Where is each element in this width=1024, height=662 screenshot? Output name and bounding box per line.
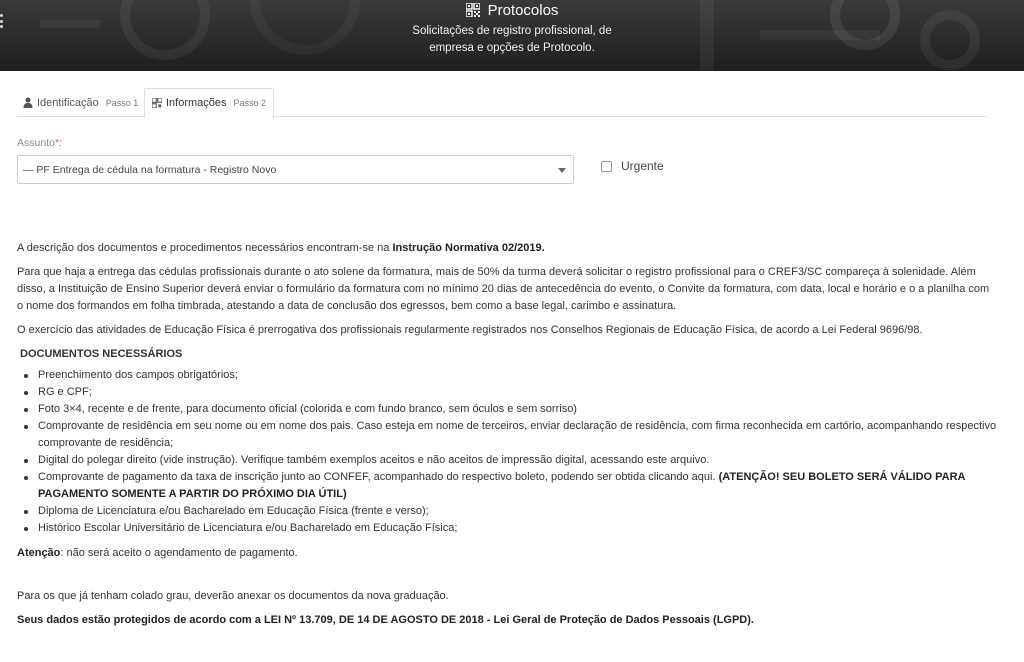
assunto-select[interactable] (17, 155, 574, 184)
spacer (17, 569, 997, 588)
tab-identificacao[interactable] (17, 88, 144, 117)
page-subtitle-line: Solicitações de registro profissional, de (412, 25, 612, 37)
lgpd-text: Seus dados estão protegidos de acordo com a LEI Nº 13.709, DE 14 DE AGOSTO DE 2018 - Lei Geral de Proteção de Dados Pessoais (LGPD). (17, 614, 754, 626)
user-icon (23, 97, 33, 108)
page-title: Protocolos (487, 1, 559, 19)
atencao-paragraph (17, 545, 997, 562)
list-item: Digital do polegar direito (vide instrução). Verifique também exemplos aceitos e não aceitos de impressão digital, acessando este arquivo. (20, 452, 997, 469)
qr-code-icon (152, 98, 162, 108)
intro-text: A descrição dos documentos e procedimentos necessários encontram-se na (17, 242, 393, 254)
atencao-text: : não será aceito o agendamento de pagamento. (60, 547, 298, 559)
list-item: Foto 3×4, recente e de frente, para documento oficial (colorida e com fundo branco, sem óculos e sem sorriso) (20, 401, 997, 418)
intro-paragraph (17, 240, 997, 257)
list-item: Diploma de Licenciatura e/ou Bacharelado em Educação Física (frente e verso); (20, 503, 997, 520)
assunto-label-text: Assunto (17, 137, 55, 149)
page-subtitle (0, 23, 1024, 57)
information-content (17, 240, 997, 636)
page-header (0, 0, 1024, 71)
chevron-down-icon (558, 168, 566, 173)
required-mark: *: (54, 137, 62, 149)
tab-label: Identificação (37, 96, 99, 109)
docs-title: DOCUMENTOS NECESSÁRIOS (20, 348, 183, 360)
qr-code-icon (466, 3, 480, 17)
boleto-text: Comprovante de pagamento da taxa de inscrição junto ao CONFEF, acompanhado do respectivo boleto, podendo ser obtida clicando aqui. (38, 471, 719, 483)
urgente-option[interactable] (601, 159, 664, 173)
tab-step: Passo 1 (105, 97, 139, 108)
tab-label: Informações (166, 97, 227, 109)
list-item: RG e CPF; (20, 384, 997, 401)
instrucao-normativa-link[interactable]: Instrução Normativa 02/2019. (392, 242, 545, 254)
list-item: Histórico Escolar Universitário de Licenciatura e/ou Bacharelado em Educação Física; (20, 520, 997, 537)
atencao-label: Atenção (17, 547, 61, 559)
docs-list (20, 367, 997, 537)
list-item: Comprovante de residência em seu nome ou em nome dos pais. Caso esteja em nome de terceiros, enviar declaração de residência, com firma reconhecida em cartório, acompanhando respectivo comprovante de residência; (20, 418, 997, 452)
assunto-label (17, 137, 62, 149)
assunto-select-value: — PF Entrega de cédula na formatura - Registro Novo (23, 163, 277, 176)
graduados-paragraph: Para os que já tenham colado grau, deverão anexar os documentos da nova graduação. (17, 590, 449, 602)
step-tabs (17, 88, 989, 117)
header-title-row (0, 0, 1024, 20)
lgpd-paragraph (17, 612, 997, 629)
formatura-paragraph: Para que haja a entrega das cédulas profissionais durante o ato solene da formatura, mais de 50% da turma deverá solicitar o registro profissional para o CREF3/SC compareça à solenidade. Além disso, a Instituição de Ensino Superior deverá enviar o formulário da formatura com no mínimo 20 dias de antecedência do evento, o Convite da formatura, com data, local e horário e o a planilha com o nome dos formandos em folha timbrada, atestando a data de conclusão dos egressos, bem como a base legal, carimbo e assinatura. (17, 266, 990, 312)
tab-step: Passo 2 (233, 98, 267, 108)
list-item (20, 469, 997, 503)
boleto-warning: (ATENÇÃO! SEU BOLETO SERÁ VÁLIDO PARA PAGAMENTO SOMENTE A PARTIR DO PRÓXIMO DIA ÚTIL) (38, 471, 966, 500)
tab-informacoes[interactable] (144, 88, 274, 118)
urgente-label: Urgente (621, 159, 664, 173)
urgente-checkbox[interactable] (601, 161, 612, 172)
list-item: Preenchimento dos campos obrigatórios; (20, 367, 997, 384)
lei-paragraph: O exercício das atividades de Educação Física é prerrogativa dos profissionais regularmente registrados nos Conselhos Regionais de Educação Física, de acordo a Lei Federal 9696/98. (17, 324, 923, 336)
page-subtitle-line: empresa e opções de Protocolo. (429, 42, 595, 54)
